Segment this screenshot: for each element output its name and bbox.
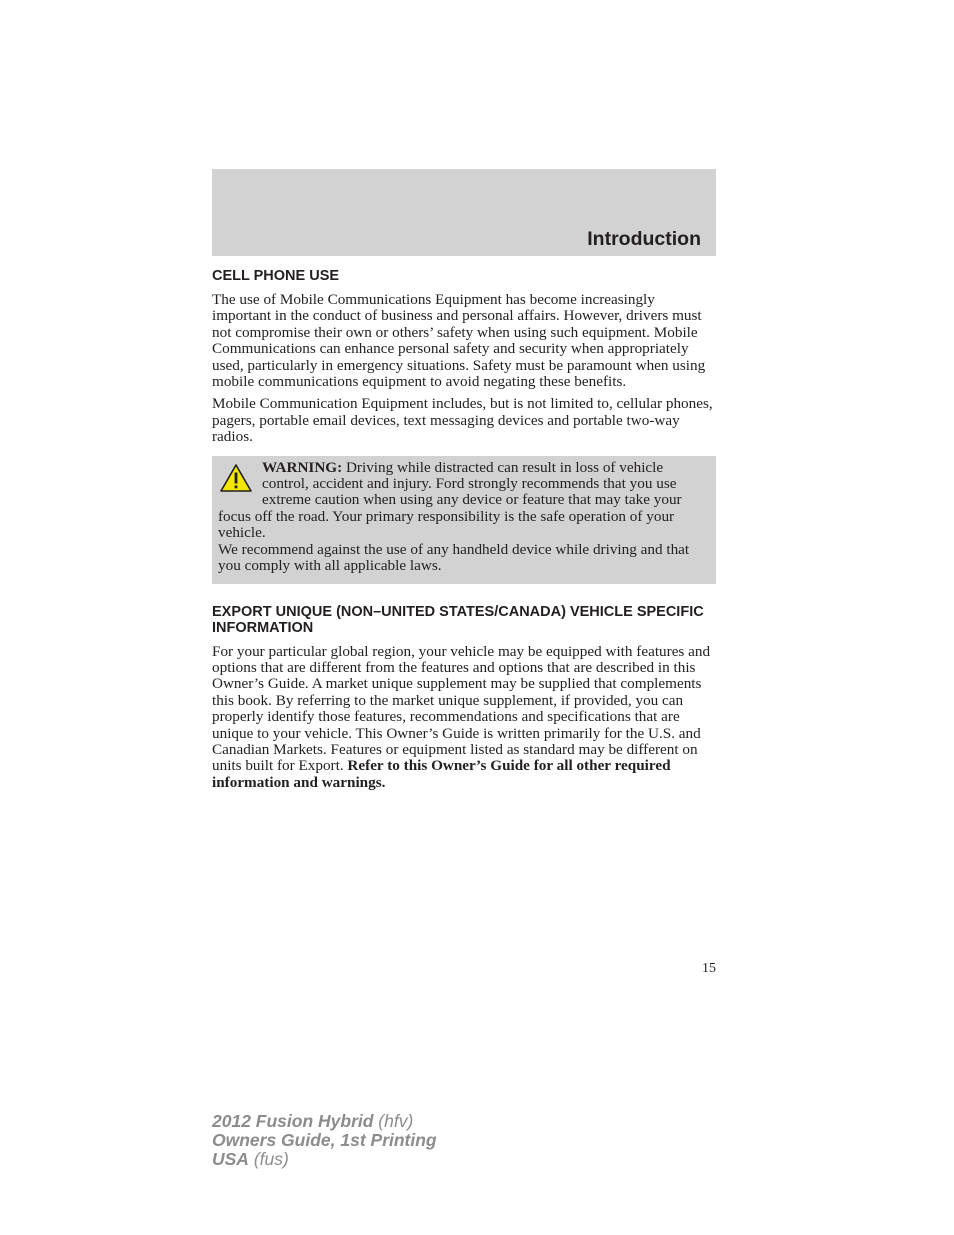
footer xyxy=(212,1112,437,1169)
footer-market: USA xyxy=(212,1149,249,1169)
footer-line-2 xyxy=(212,1131,437,1150)
section-title: Introduction xyxy=(587,228,701,250)
page-content xyxy=(212,268,716,797)
footer-line-3 xyxy=(212,1150,437,1169)
warning-box xyxy=(212,456,716,584)
warning-label: WARNING: xyxy=(262,458,343,476)
footer-line-1 xyxy=(212,1112,437,1131)
footer-market-code: (fus) xyxy=(248,1149,289,1169)
export-paragraph xyxy=(212,644,716,792)
export-paragraph-bold: Refer to this Owner’s Guide for all other required information and warnings. xyxy=(212,757,671,791)
cell-phone-paragraph-1: The use of Mobile Communications Equipment has become increasingly important in the conduct of business and personal affairs. However, drivers must not compromise their own or others’ safety when using such equipment. Mobile Communications can enhance personal safety and security when appropriately used, particularly in emergency situations. Safety must be paramount when using mobile communications equipment to avoid negating these benefits. xyxy=(212,291,706,391)
footer-model-code: (hfv) xyxy=(373,1111,414,1131)
cell-phone-heading: CELL PHONE USE xyxy=(212,268,340,284)
footer-printing: Owners Guide, 1st Printing xyxy=(212,1130,437,1150)
export-heading: EXPORT UNIQUE (NON–UNITED STATES/CANADA) VEHICLE SPECIFIC INFORMATION xyxy=(212,603,704,636)
warning-text-2: We recommend against the use of any handheld device while driving and that you comply with all applicable laws. xyxy=(218,540,690,575)
page-number: 15 xyxy=(702,961,716,976)
warning-text-1: Driving while distracted can result in loss of vehicle control, accident and injury. Ford strongly recommends that you use extreme caution when using any device or feature that may take your focus off the road. Your primary responsibility is the safe operation of your vehicle. xyxy=(218,458,682,542)
section-header-band xyxy=(212,169,716,256)
cell-phone-paragraph-2: Mobile Communication Equipment includes, but is not limited to, cellular phones, pagers, portable email devices, text messaging devices and portable two-way radios. xyxy=(212,395,713,446)
export-paragraph-text: For your particular global region, your vehicle may be equipped with features and options that are different from the features and options that are described in this Owner’s Guide. A market unique supplement may be supplied that complements this book. By referring to the market unique supplement, if provided, you can properly identify those features, recommendations and specifications that are unique to your vehicle. This Owner’s Guide is written primarily for the U.S. and Canadian Markets. Features or equipment listed as standard may be different on units built for Export. xyxy=(212,642,711,775)
footer-model: 2012 Fusion Hybrid xyxy=(212,1111,374,1131)
warning-triangle-icon xyxy=(219,463,253,493)
